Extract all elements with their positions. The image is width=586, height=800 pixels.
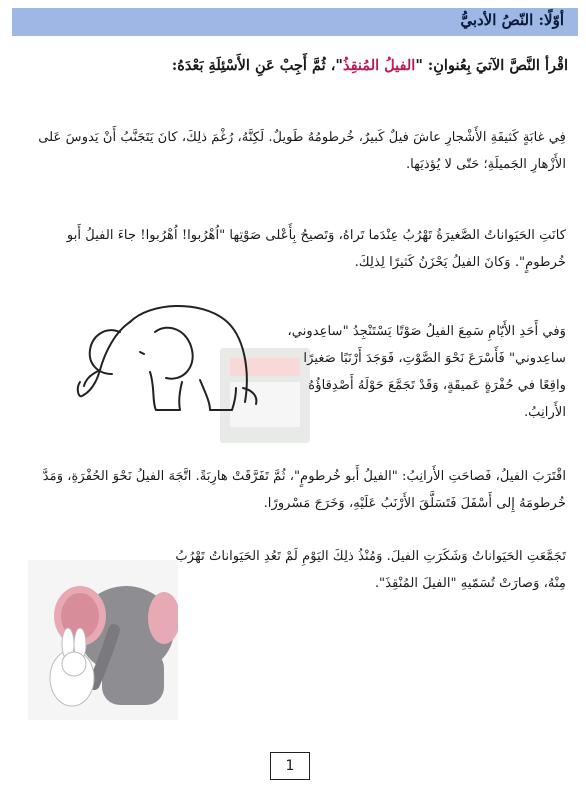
instruction-prefix: اقْرأ النَّصَّ الآتيَ بِعُنوانِ: "	[415, 57, 568, 74]
instruction-line	[172, 57, 568, 74]
story-title: الفيلُ المُنقِذُ	[342, 57, 416, 74]
instruction-suffix: "، ثُمَّ أَجِبْ عَنِ الأَسْئِلَةِ بَعْدَهُ:	[171, 57, 343, 74]
section-title: أوّلًا: النّصُ الأدبيُّ	[460, 11, 564, 29]
paragraph-4: اقْتَرَبَ الفيلُ، فَصاحَتِ الأَرانِبُ: "الفيلُ أَبو خُرطومٍ"، ثُمَّ تَفَرَّقَتْ هارِبَةً. اتَّجَهَ الفيلُ نَحْوَ الحُفْرَةِ، وَمَدَّ خُرطومَهُ إِلى أَسْفَلَ فَتَسَلَّقَ الأَرْنَبُ عَلَيْهِ، وَخَرَجَ مَسْرورًا.	[42, 469, 566, 511]
paragraph-1: فِي غابَةٍ كَثيفَةِ الأَشْجارِ عاشَ فيلٌ كَبيرٌ، خُرطومُهُ طَويلٌ. لَكِنَّهُ، رُغْمَ ذلِكَ، كانَ يَتَجَنَّبُ أَنْ يَدوسَ عَلى الأَزْهارِ الجَميلَةِ؛ حَتّى لا يُؤذيَها.	[38, 130, 566, 172]
elephant-sketch-image	[60, 292, 270, 422]
page-number: 1	[285, 758, 295, 774]
paragraph-2: كانَتِ الحَيَواناتُ الصَّغيرَةُ تَهْرُبُ عِنْدَما تَراهُ، وَتَصيحُ بِأَعْلى صَوْتِها "اُهْرُبوا! اُهْرُبوا! جاءَ الفيلُ أَبو خُرطومٍ". وَكانَ الفيلُ يَحْزَنُ كَثيرًا لِذلِكَ.	[66, 228, 566, 270]
paragraph-3: وَفي أَحَدِ الأَيّامِ سَمِعَ الفيلُ صَوْتًا يَسْتَنْجِدُ "ساعِدوني، ساعِدوني" فَأَسْرَعَ نَحْوَ الصَّوْتِ، فَوَجَدَ أَرْنَبًا صَغيرًا واقِعًا في حُفْرَةٍ عَميقَةٍ، وَقَدْ تَجَمَّعَ حَوْلَهُ أَصْدِقاؤُهُ الأَرانِبُ.	[287, 324, 566, 420]
paragraph-5: تَجَمَّعَتِ الحَيَواناتُ وَشَكَرَتِ الفيلَ. وَمُنْذُ ذلِكَ اليَوْمِ لَمْ تَعُدِ الحَيَواناتُ تَهْرُبُ مِنْهُ، وَصارَتْ تُسَمّيهِ "الفيلَ المُنْقِذَ".	[175, 549, 566, 591]
page-number-box	[270, 752, 310, 780]
